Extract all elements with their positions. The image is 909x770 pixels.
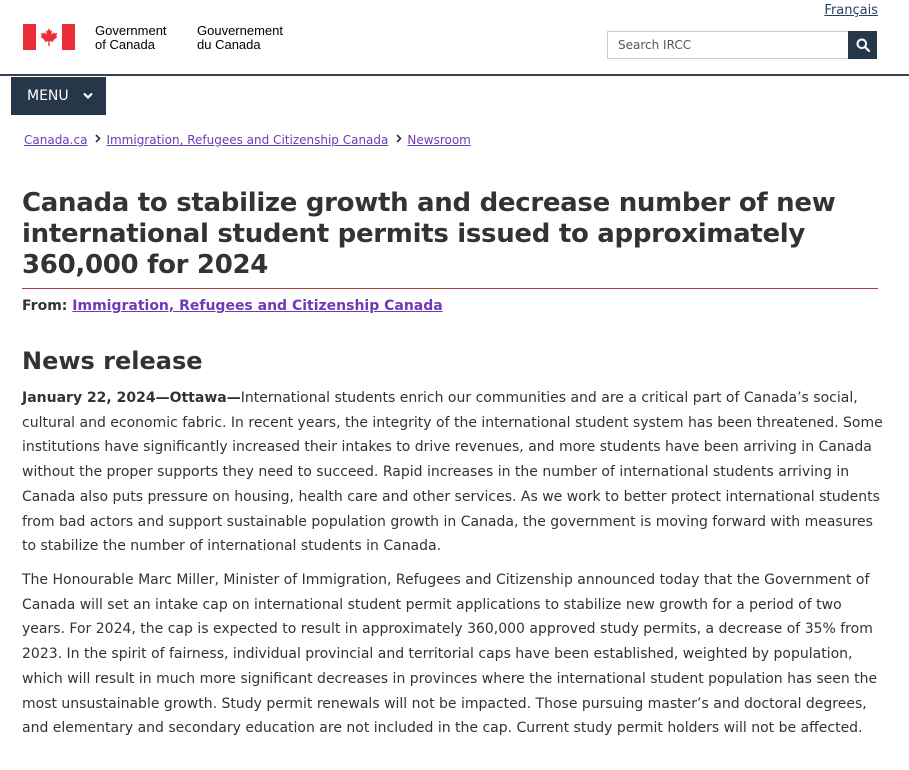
breadcrumb-ircc[interactable]: Immigration, Refugees and Citizenship Canada xyxy=(106,133,389,147)
wordmark-fr-line1: Gouvernement xyxy=(197,23,283,38)
news-paragraph-1 xyxy=(22,386,884,559)
section-heading: News release xyxy=(22,347,203,375)
breadcrumb xyxy=(24,133,471,147)
chevron-down-icon xyxy=(83,88,93,104)
canada-flag-icon xyxy=(23,24,75,50)
search-icon xyxy=(856,38,870,52)
dateline: January 22, 2024—Ottawa— xyxy=(22,390,241,406)
chevron-right-icon xyxy=(396,134,402,146)
search-form xyxy=(607,31,877,59)
language-toggle-link[interactable]: Français xyxy=(824,3,878,18)
from-line xyxy=(22,298,443,314)
title-underline xyxy=(22,288,878,289)
page-title: Canada to stabilize growth and decrease number of new international student permits issued to approximately 360,000 for 2024 xyxy=(22,188,836,280)
chevron-right-icon xyxy=(95,134,101,146)
breadcrumb-canada-ca[interactable]: Canada.ca xyxy=(24,133,88,147)
wordmark-fr-line2: du Canada xyxy=(197,37,261,52)
menu-button[interactable] xyxy=(11,77,106,115)
header-divider xyxy=(0,74,909,76)
government-of-canada-signature[interactable] xyxy=(23,24,283,52)
from-department-link[interactable]: Immigration, Refugees and Citizenship Canada xyxy=(72,298,443,314)
wordmark xyxy=(95,24,283,52)
news-paragraph-2: The Honourable Marc Miller, Minister of Immigration, Refugees and Citizenship announced today that the Government of Canada will set an intake cap on international student permit applications to stabilize new growth for a period of two years. For 2024, the cap is expected to result in approximately 360,000 approved study permits, a decrease of 35% from 2023. In the spirit of fairness, individual provincial and territorial caps have been established, weighted by population, which will result in much more significant decreases in provinces where the international student population has seen the most unsustainable growth. Study permit renewals will not be impacted. Those pursuing master’s and doctoral degrees, and elementary and secondary education are not included in the cap. Current study permit holders will not be affected. xyxy=(22,572,878,737)
search-input[interactable] xyxy=(607,31,848,59)
wordmark-en-line2: of Canada xyxy=(95,37,155,52)
wordmark-en-line1: Government xyxy=(95,23,167,38)
from-label: From: xyxy=(22,298,68,314)
paragraph-1-body: International students enrich our communities and are a critical part of Canada’s social, cultural and economic fabric. In recent years, the integrity of the international student system has been threatened. Some institutions have significantly increased their intakes to drive revenues, and more students have been arriving in Canada without the proper supports they need to succeed. Rapid increases in the number of international students arriving in Canada also puts pressure on housing, health care and other services. As we work to better protect international students from bad actors and support sustainable population growth in Canada, the government is moving forward with measures to stabilize the number of international students in Canada. xyxy=(22,390,883,555)
search-button[interactable] xyxy=(848,31,877,59)
menu-label: MENU xyxy=(27,88,69,104)
breadcrumb-newsroom[interactable]: Newsroom xyxy=(407,133,471,147)
